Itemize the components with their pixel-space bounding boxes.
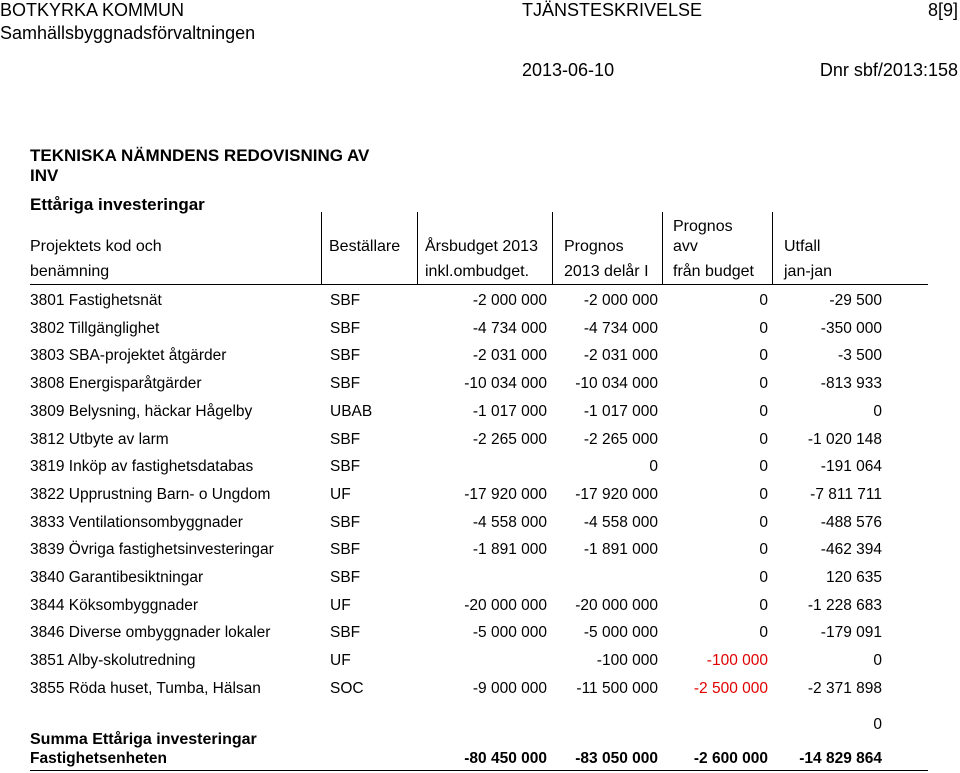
column-separator — [662, 212, 663, 284]
org-name: BOTKYRKA KOMMUN — [0, 0, 185, 20]
department-name: Samhällsbyggnadsförvaltningen — [0, 23, 256, 43]
orderer: UF — [330, 652, 351, 670]
forecast-value: -2 265 000 — [583, 430, 658, 448]
orderer: SBF — [330, 292, 361, 309]
table-row — [0, 347, 960, 367]
col-orderer: Beställare — [329, 238, 401, 255]
budget-value: -20 000 000 — [464, 596, 547, 614]
orderer: SBF — [330, 319, 361, 337]
table-row — [0, 652, 960, 672]
deviation-value: 0 — [759, 430, 768, 448]
budget-value: -2 265 000 — [472, 430, 547, 448]
actual-value: -7 811 711 — [810, 485, 882, 503]
total-forecast: -83 050 000 — [575, 750, 658, 767]
deviation-value: 0 — [759, 375, 768, 393]
orderer: SBF — [330, 513, 361, 531]
project-name: 3833 Ventilationsombyggnader — [30, 513, 243, 531]
table-row — [0, 624, 960, 644]
budget-value: -2 031 000 — [472, 347, 547, 365]
budget-value: -9 000 000 — [472, 679, 547, 697]
col-actual-line2: jan-jan — [784, 263, 833, 280]
footer-divider — [30, 770, 928, 771]
orderer: SBF — [330, 347, 361, 365]
total-actual: -14 829 864 — [799, 750, 882, 767]
budget-value: -4 558 000 — [472, 513, 547, 531]
forecast-value: -1 017 000 — [583, 402, 658, 420]
col-forecast-line1: Prognos — [564, 238, 624, 255]
budget-value: -4 734 000 — [472, 319, 547, 337]
deviation-value: -2 500 000 — [693, 679, 768, 697]
actual-value: 0 — [873, 652, 882, 670]
project-name: 3803 SBA-projektet åtgärder — [30, 347, 227, 365]
forecast-value: -4 558 000 — [583, 513, 658, 531]
forecast-value: -2 031 000 — [583, 347, 658, 365]
column-separator — [772, 212, 773, 284]
deviation-value: -100 000 — [706, 652, 768, 670]
table-row — [0, 541, 960, 561]
orderer: SBF — [330, 430, 361, 448]
total-deviation: -2 600 000 — [693, 750, 768, 767]
column-separator — [552, 212, 553, 284]
actual-value: 120 635 — [825, 569, 882, 586]
actual-value: -29 500 — [829, 292, 882, 309]
orderer: UF — [330, 485, 351, 503]
header-divider — [30, 284, 928, 285]
orderer: UF — [330, 596, 351, 614]
forecast-value: -5 000 000 — [583, 624, 658, 642]
col-deviation-line1: Prognos — [673, 218, 733, 235]
actual-value: -3 500 — [838, 347, 882, 365]
forecast-value: -4 734 000 — [583, 319, 658, 337]
budget-value: -5 000 000 — [472, 624, 547, 642]
table-row — [0, 403, 960, 423]
table-row — [0, 431, 960, 451]
actual-value: -191 064 — [820, 458, 882, 476]
column-separator — [417, 212, 418, 284]
project-name: 3851 Alby-skolutredning — [30, 652, 196, 670]
deviation-value: 0 — [759, 624, 768, 642]
project-name: 3812 Utbyte av larm — [30, 430, 169, 448]
project-name: 3822 Upprustning Barn- o Ungdom — [30, 485, 271, 503]
table-row — [0, 320, 960, 340]
col-project-line1: Projektets kod och — [30, 238, 162, 255]
project-name: 3844 Köksombyggnader — [30, 596, 199, 614]
deviation-value: 0 — [759, 402, 768, 420]
budget-value: -1 017 000 — [472, 402, 547, 420]
orderer: UBAB — [330, 402, 373, 420]
forecast-value: 0 — [649, 458, 658, 476]
actual-value: -1 020 148 — [807, 430, 882, 448]
orderer: SBF — [330, 458, 361, 476]
forecast-value: -20 000 000 — [575, 596, 658, 614]
budget-value: -2 000 000 — [472, 292, 547, 309]
orderer: SBF — [330, 375, 361, 393]
project-name: 3808 Energisparåtgärder — [30, 375, 202, 393]
actual-value: -1 228 683 — [807, 596, 882, 614]
table-row — [0, 458, 960, 478]
budget-value: -1 891 000 — [472, 541, 547, 559]
document-type: TJÄNSTESKRIVELSE — [522, 0, 703, 20]
table-row — [0, 597, 960, 617]
deviation-value: 0 — [759, 292, 768, 309]
section-heading: Ettåriga investeringar — [30, 195, 205, 214]
deviation-value: 0 — [759, 513, 768, 531]
budget-value: -17 920 000 — [464, 485, 547, 503]
document-date: 2013-06-10 — [522, 60, 615, 80]
diary-number: Dnr sbf/2013:158 — [819, 60, 958, 80]
project-name: 3846 Diverse ombyggnader lokaler — [30, 624, 271, 642]
col-actual-line1: Utfall — [784, 238, 821, 255]
table-row — [0, 569, 960, 589]
forecast-value: -2 000 000 — [583, 292, 658, 309]
project-name: 3819 Inköp av fastighetsdatabas — [30, 458, 254, 476]
project-name: 3855 Röda huset, Tumba, Hälsan — [30, 679, 261, 697]
table-row — [0, 486, 960, 506]
actual-value: -2 371 898 — [807, 679, 882, 697]
orderer: SBF — [330, 569, 361, 586]
total-label-line1: Summa Ettåriga investeringar — [30, 731, 257, 748]
page-number: 8[9] — [927, 0, 958, 20]
table-row — [0, 680, 960, 700]
project-name: 3809 Belysning, häckar Hågelby — [30, 402, 253, 420]
report-title-line1: TEKNISKA NÄMNDENS REDOVISNING AV — [30, 146, 370, 165]
actual-value: -350 000 — [820, 319, 882, 337]
col-deviation-line2: avv — [673, 238, 698, 255]
actual-value: -179 091 — [820, 624, 882, 642]
deviation-value: 0 — [759, 347, 768, 365]
budget-value: -10 034 000 — [464, 375, 547, 393]
total-budget: -80 450 000 — [464, 750, 547, 767]
total-label-line2: Fastighetsenheten — [30, 750, 167, 767]
col-forecast-line2: 2013 delår I — [564, 263, 649, 280]
table-row — [0, 375, 960, 395]
table-row — [0, 514, 960, 534]
deviation-value: 0 — [759, 319, 768, 337]
project-name: 3839 Övriga fastighetsinvesteringar — [30, 541, 274, 559]
forecast-value: -100 000 — [596, 652, 658, 670]
deviation-value: 0 — [759, 569, 768, 586]
project-name: 3801 Fastighetsnät — [30, 292, 162, 309]
project-name: 3840 Garantibesiktningar — [30, 569, 204, 586]
report-title-line2: INV — [30, 166, 59, 185]
forecast-value: -17 920 000 — [575, 485, 658, 503]
forecast-value: -10 034 000 — [575, 375, 658, 393]
deviation-value: 0 — [759, 596, 768, 614]
extra-zero-value: 0 — [873, 716, 882, 733]
col-budget-line1: Årsbudget 2013 — [425, 238, 538, 255]
deviation-value: 0 — [759, 458, 768, 476]
project-name: 3802 Tillgänglighet — [30, 319, 160, 337]
col-budget-line2: inkl.ombudget. — [425, 263, 530, 280]
forecast-value: -1 891 000 — [583, 541, 658, 559]
col-deviation-line3: från budget — [673, 263, 754, 280]
forecast-value: -11 500 000 — [576, 679, 658, 697]
actual-value: 0 — [873, 402, 882, 420]
column-separator — [321, 212, 322, 284]
orderer: SBF — [330, 624, 361, 642]
actual-value: -488 576 — [820, 513, 882, 531]
orderer: SBF — [330, 541, 361, 559]
actual-value: -462 394 — [820, 541, 882, 559]
actual-value: -813 933 — [820, 375, 882, 393]
deviation-value: 0 — [759, 541, 768, 559]
table-row — [0, 292, 960, 312]
col-project-line2: benämning — [30, 263, 110, 280]
deviation-value: 0 — [759, 485, 768, 503]
orderer: SOC — [330, 679, 364, 697]
total-row — [0, 750, 960, 770]
